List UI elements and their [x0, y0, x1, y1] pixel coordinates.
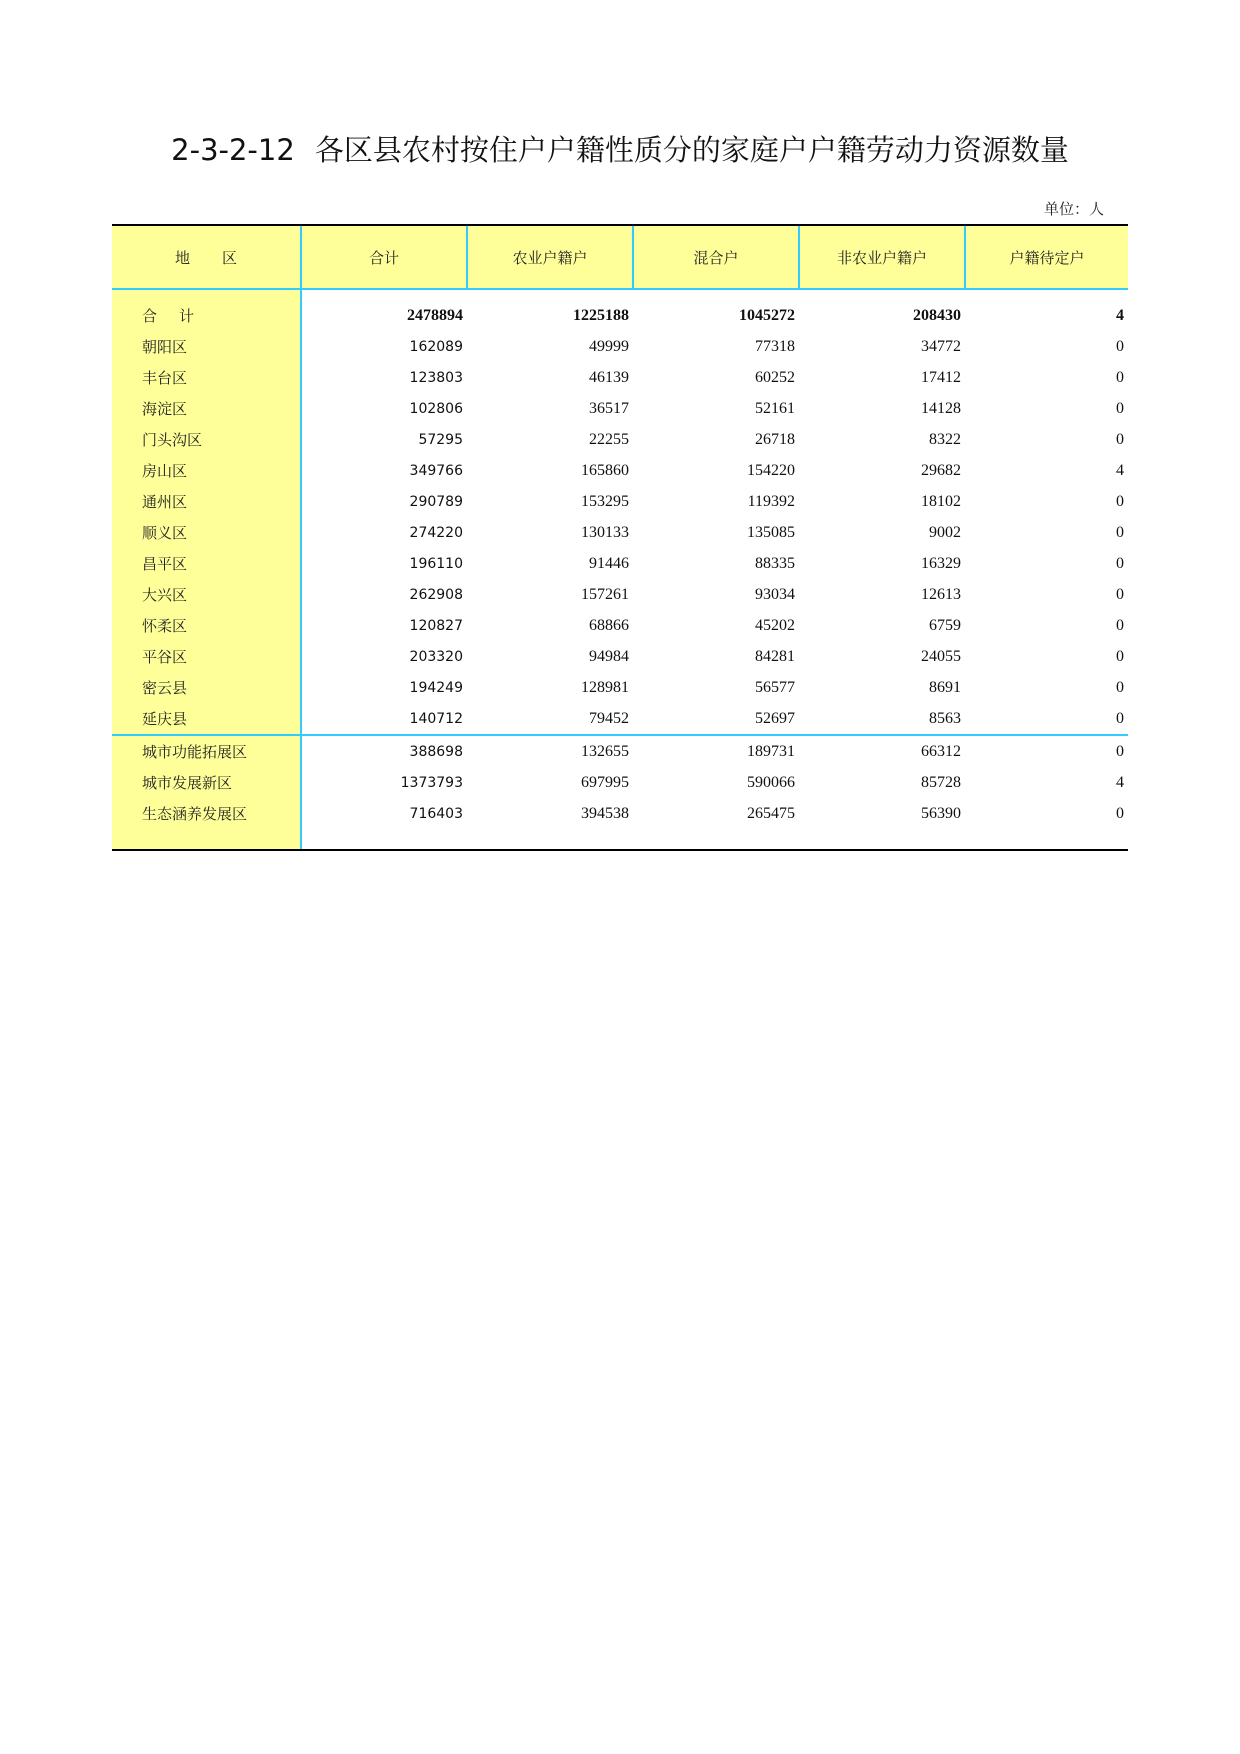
spacer-cell	[301, 289, 467, 300]
cell-pending: 0	[1116, 430, 1124, 448]
table-row	[112, 735, 1128, 767]
table-row	[112, 579, 1128, 610]
row-region-label: 生态涵养发展区	[112, 798, 301, 829]
header-region-char-2: 区	[222, 248, 238, 267]
cell-total: 349766	[409, 462, 463, 479]
cell-non-agricultural: 85728	[921, 773, 961, 791]
cell-pending: 0	[965, 735, 1128, 767]
spacer-cell	[799, 289, 965, 300]
unit-label: 单位：人	[1043, 200, 1104, 218]
cell-total: 140712	[409, 710, 463, 727]
cell-pending: 0	[1116, 804, 1124, 822]
padding-cell	[633, 829, 799, 850]
spacer-cell	[467, 289, 633, 300]
cell-total: 57295	[418, 431, 463, 448]
cell-non-agricultural: 29682	[921, 461, 961, 479]
padding-cell	[965, 829, 1128, 850]
cell-mixed: 60252	[755, 368, 795, 386]
table-row	[112, 455, 1128, 486]
table-row	[112, 393, 1128, 424]
cell-total: 120827	[409, 617, 463, 634]
cell-total: 203320	[409, 648, 463, 665]
cell-mixed: 93034	[755, 585, 795, 603]
cell-agricultural: 132655	[467, 735, 633, 767]
row-region-label: 城市功能拓展区	[112, 735, 301, 767]
cell-non-agricultural: 17412	[921, 368, 961, 386]
header-pending: 户籍待定户	[965, 225, 1128, 289]
spacer-cell	[112, 289, 301, 300]
row-region-label: 怀柔区	[112, 610, 301, 641]
table-row	[112, 672, 1128, 703]
cell-non-agricultural: 6759	[929, 616, 961, 634]
cell-total: 102806	[409, 400, 463, 417]
row-region-label: 门头沟区	[112, 424, 301, 455]
table-code: 2-3-2-12	[171, 133, 295, 167]
cell-total: 1373793	[400, 774, 463, 791]
cell-mixed: 119392	[747, 492, 795, 510]
row-region-label: 朝阳区	[112, 331, 301, 362]
cell-mixed: 26718	[755, 430, 795, 448]
cell-total: 274220	[409, 524, 463, 541]
cell-non-agricultural: 9002	[929, 523, 961, 541]
header-row	[112, 225, 1128, 289]
total-cell-agricultural: 1225188	[573, 306, 629, 324]
page-title	[0, 128, 1240, 172]
cell-mixed: 135085	[747, 523, 795, 541]
cell-agricultural: 128981	[581, 678, 629, 696]
row-region-label: 通州区	[112, 486, 301, 517]
cell-total: 194249	[409, 679, 463, 696]
table-row	[112, 767, 1128, 798]
cell-agricultural: 153295	[581, 492, 629, 510]
cell-pending: 0	[1116, 523, 1124, 541]
table-row	[112, 517, 1128, 548]
total-cell-non-agricultural: 208430	[913, 306, 961, 324]
cell-pending: 0	[1116, 678, 1124, 696]
header-mixed: 混合户	[633, 225, 799, 289]
spacer-cell	[965, 289, 1128, 300]
cell-total: 123803	[409, 369, 463, 386]
row-region-label: 海淀区	[112, 393, 301, 424]
cell-mixed: 265475	[747, 804, 795, 822]
cell-non-agricultural: 18102	[921, 492, 961, 510]
table-row	[112, 362, 1128, 393]
total-label-char-2: 计	[179, 307, 195, 325]
cell-mixed: 77318	[755, 337, 795, 355]
cell-agricultural: 49999	[589, 337, 629, 355]
row-region-label: 昌平区	[112, 548, 301, 579]
cell-non-agricultural: 14128	[921, 399, 961, 417]
cell-mixed: 56577	[755, 678, 795, 696]
total-cell-mixed: 1045272	[739, 306, 795, 324]
data-table-container	[112, 224, 1128, 851]
cell-agricultural: 157261	[581, 585, 629, 603]
row-region-label: 顺义区	[112, 517, 301, 548]
cell-total: 162089	[409, 338, 463, 355]
cell-pending: 0	[1116, 368, 1124, 386]
table-title-text: 各区县农村按住户户籍性质分的家庭户户籍劳动力资源数量	[314, 133, 1069, 167]
cell-agricultural: 697995	[581, 773, 629, 791]
cell-mixed: 590066	[747, 773, 795, 791]
header-total: 合计	[301, 225, 467, 289]
spacer-row	[112, 289, 1128, 300]
cell-agricultural: 46139	[589, 368, 629, 386]
padding-cell	[799, 829, 965, 850]
row-region-label: 平谷区	[112, 641, 301, 672]
cell-mixed: 189731	[633, 735, 799, 767]
cell-agricultural: 22255	[589, 430, 629, 448]
cell-non-agricultural: 8691	[929, 678, 961, 696]
cell-non-agricultural: 8322	[929, 430, 961, 448]
cell-mixed: 88335	[755, 554, 795, 572]
bottom-padding-row	[112, 829, 1128, 850]
row-region-label: 丰台区	[112, 362, 301, 393]
cell-non-agricultural: 66312	[799, 735, 965, 767]
cell-pending: 0	[1116, 616, 1124, 634]
total-cell-pending: 4	[1116, 306, 1124, 324]
cell-non-agricultural: 24055	[921, 647, 961, 665]
total-row	[112, 300, 1128, 331]
table-row	[112, 703, 1128, 735]
table-row	[112, 424, 1128, 455]
table-row	[112, 610, 1128, 641]
row-region-label: 密云县	[112, 672, 301, 703]
cell-non-agricultural: 12613	[921, 585, 961, 603]
row-region-label: 房山区	[112, 455, 301, 486]
cell-pending: 0	[1116, 399, 1124, 417]
row-region-label: 城市发展新区	[112, 767, 301, 798]
total-cell-total: 2478894	[407, 306, 463, 324]
cell-non-agricultural: 34772	[921, 337, 961, 355]
cell-agricultural: 91446	[589, 554, 629, 572]
cell-total: 716403	[409, 805, 463, 822]
cell-agricultural: 165860	[581, 461, 629, 479]
total-label-char-1: 合	[142, 307, 158, 325]
cell-agricultural: 79452	[589, 709, 629, 727]
cell-pending: 0	[1116, 709, 1124, 727]
cell-total: 388698	[301, 735, 467, 767]
data-table	[112, 224, 1128, 851]
padding-cell	[112, 829, 301, 850]
padding-cell	[301, 829, 467, 850]
table-row	[112, 331, 1128, 362]
total-label	[112, 300, 301, 331]
cell-pending: 0	[1116, 585, 1124, 603]
cell-mixed: 84281	[755, 647, 795, 665]
spacer-cell	[633, 289, 799, 300]
cell-agricultural: 36517	[589, 399, 629, 417]
cell-non-agricultural: 56390	[921, 804, 961, 822]
cell-agricultural: 130133	[581, 523, 629, 541]
cell-pending: 4	[1116, 461, 1124, 479]
cell-agricultural: 394538	[581, 804, 629, 822]
cell-mixed: 45202	[755, 616, 795, 634]
row-region-label: 延庆县	[112, 703, 301, 735]
cell-total: 290789	[409, 493, 463, 510]
table-row	[112, 548, 1128, 579]
cell-pending: 0	[1116, 492, 1124, 510]
table-row	[112, 641, 1128, 672]
cell-agricultural: 94984	[589, 647, 629, 665]
table-row	[112, 798, 1128, 829]
row-region-label: 大兴区	[112, 579, 301, 610]
cell-pending: 0	[1116, 337, 1124, 355]
cell-mixed: 52697	[755, 709, 795, 727]
cell-mixed: 52161	[755, 399, 795, 417]
cell-total: 196110	[409, 555, 463, 572]
cell-agricultural: 68866	[589, 616, 629, 634]
cell-non-agricultural: 16329	[921, 554, 961, 572]
header-region-char-1: 地	[174, 248, 190, 267]
header-non-agricultural: 非农业户籍户	[799, 225, 965, 289]
cell-mixed: 154220	[747, 461, 795, 479]
header-agricultural: 农业户籍户	[467, 225, 633, 289]
table-row	[112, 486, 1128, 517]
padding-cell	[467, 829, 633, 850]
cell-pending: 0	[1116, 647, 1124, 665]
cell-non-agricultural: 8563	[929, 709, 961, 727]
header-region	[112, 225, 301, 289]
cell-pending: 4	[1116, 773, 1124, 791]
cell-total: 262908	[409, 586, 463, 603]
cell-pending: 0	[1116, 554, 1124, 572]
